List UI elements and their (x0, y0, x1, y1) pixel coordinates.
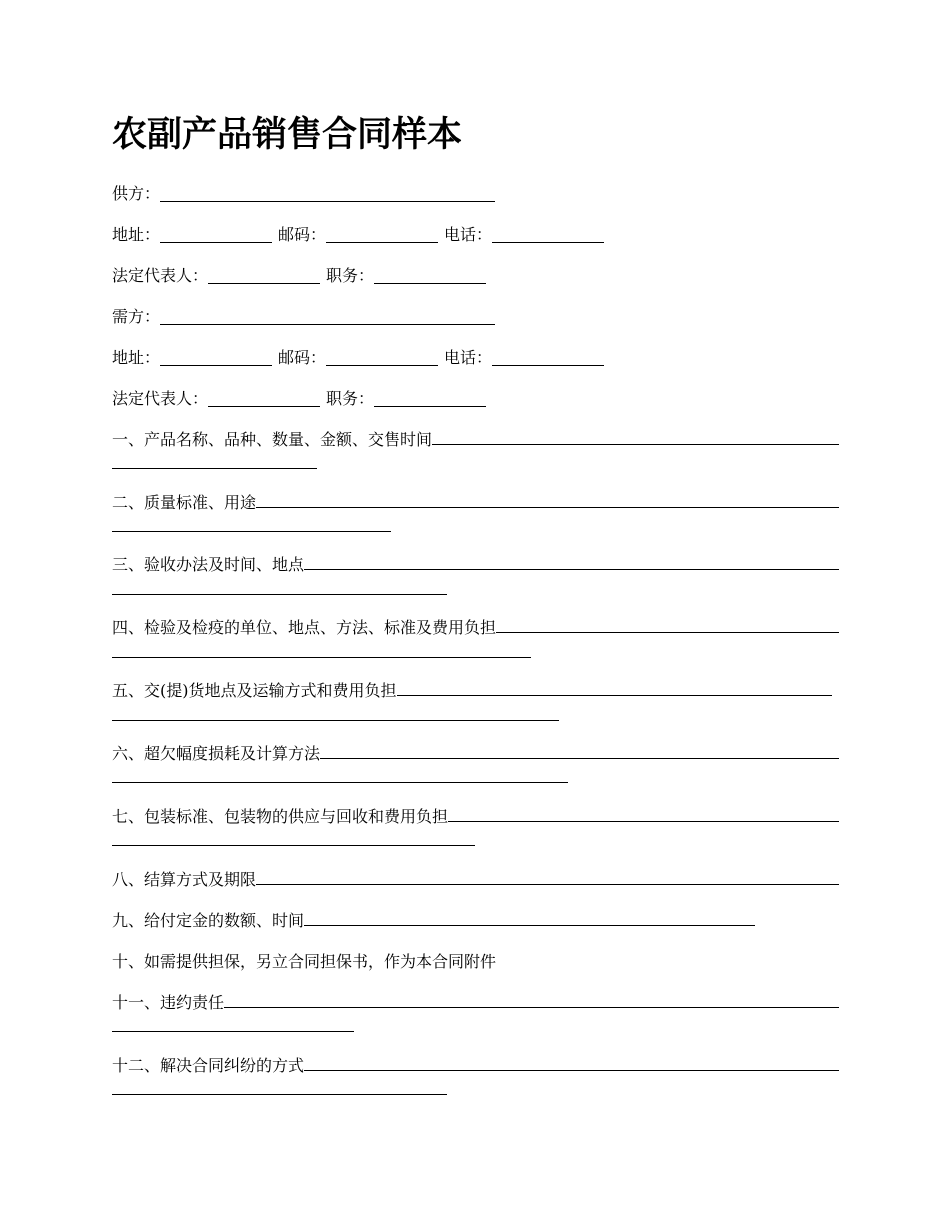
clause-2-continuation-blank[interactable] (112, 531, 391, 532)
supplier-address-blank[interactable] (160, 241, 272, 243)
buyer-contact-row (112, 344, 604, 372)
clause-7-blank[interactable] (448, 820, 839, 822)
clause-8-label: 八、结算方式及期限 (112, 870, 257, 889)
clause-2-row (112, 489, 839, 517)
supplier-rep-label: 法定代表人： (112, 266, 209, 285)
buyer-position-blank[interactable] (374, 405, 486, 407)
clause-7-continuation-blank[interactable] (112, 845, 475, 846)
clause-12-label: 十二、解决合同纠纷的方式 (112, 1056, 305, 1075)
clause-11-continuation-blank[interactable] (112, 1031, 354, 1032)
clause-3-label: 三、验收办法及时间、地点 (112, 555, 305, 574)
clause-5-blank[interactable] (397, 694, 833, 696)
buyer-address-blank[interactable] (160, 364, 272, 366)
clause-5-continuation-blank[interactable] (112, 720, 559, 721)
buyer-name-row (112, 303, 495, 331)
supplier-rep-row (112, 262, 486, 290)
clause-3-blank[interactable] (304, 568, 839, 570)
supplier-rep-blank[interactable] (208, 282, 320, 284)
supplier-postcode-label: 邮码： (278, 225, 327, 244)
clause-4-label: 四、检验及检疫的单位、地点、方法、标准及费用负担 (112, 618, 497, 637)
clause-1-continuation-blank[interactable] (112, 468, 317, 469)
clause-3-continuation-blank[interactable] (112, 594, 447, 595)
clause-9-label: 九、给付定金的数额、时间 (112, 911, 305, 930)
supplier-name-row (112, 180, 495, 208)
buyer-rep-blank[interactable] (208, 405, 320, 407)
clause-10-row (112, 948, 496, 976)
document-title: 农副产品销售合同样本 (112, 115, 463, 155)
buyer-rep-label: 法定代表人： (112, 389, 209, 408)
buyer-position-label: 职务： (326, 389, 375, 408)
clause-11-label: 十一、违约责任 (112, 993, 225, 1012)
buyer-phone-blank[interactable] (492, 364, 604, 366)
clause-6-continuation-blank[interactable] (112, 782, 568, 783)
clause-10-label: 十、如需提供担保，另立合同担保书，作为本合同附件 (112, 952, 497, 971)
buyer-address-label: 地址： (112, 348, 161, 367)
clause-4-blank[interactable] (496, 631, 839, 633)
supplier-address-label: 地址： (112, 225, 161, 244)
buyer-postcode-label: 邮码： (278, 348, 327, 367)
clause-1-blank[interactable] (432, 443, 839, 445)
clause-7-label: 七、包装标准、包装物的供应与回收和费用负担 (112, 807, 449, 826)
clause-1-row (112, 426, 839, 454)
supplier-contact-row (112, 221, 604, 249)
buyer-label: 需方： (112, 307, 161, 326)
clause-5-row (112, 677, 832, 705)
supplier-position-label: 职务： (326, 266, 375, 285)
clause-2-label: 二、质量标准、用途 (112, 493, 257, 512)
clause-9-row (112, 907, 755, 935)
clause-12-continuation-blank[interactable] (112, 1094, 447, 1095)
buyer-name-blank[interactable] (160, 323, 495, 325)
clause-8-row (112, 866, 839, 894)
buyer-phone-label: 电话： (444, 348, 493, 367)
clause-12-blank[interactable] (304, 1069, 839, 1071)
clause-2-blank[interactable] (256, 506, 839, 508)
clause-4-row (112, 614, 839, 642)
clause-6-row (112, 740, 839, 768)
supplier-position-blank[interactable] (374, 282, 486, 284)
clause-4-continuation-blank[interactable] (112, 657, 531, 658)
clause-8-blank[interactable] (256, 883, 839, 885)
supplier-phone-blank[interactable] (492, 241, 604, 243)
buyer-rep-row (112, 385, 486, 413)
clause-7-row (112, 803, 839, 831)
clause-12-row (112, 1052, 839, 1080)
clause-9-blank[interactable] (304, 924, 755, 926)
clause-6-blank[interactable] (320, 757, 839, 759)
supplier-name-blank[interactable] (160, 200, 495, 202)
buyer-postcode-blank[interactable] (326, 364, 438, 366)
clause-11-blank[interactable] (224, 1006, 839, 1008)
supplier-postcode-blank[interactable] (326, 241, 438, 243)
clause-1-label: 一、产品名称、品种、数量、金额、交售时间 (112, 430, 433, 449)
clause-3-row (112, 551, 839, 579)
clause-5-label: 五、交(提)货地点及运输方式和费用负担 (112, 681, 397, 700)
clause-6-label: 六、超欠幅度损耗及计算方法 (112, 744, 321, 763)
clause-11-row (112, 989, 839, 1017)
supplier-label: 供方： (112, 184, 161, 203)
supplier-phone-label: 电话： (444, 225, 493, 244)
